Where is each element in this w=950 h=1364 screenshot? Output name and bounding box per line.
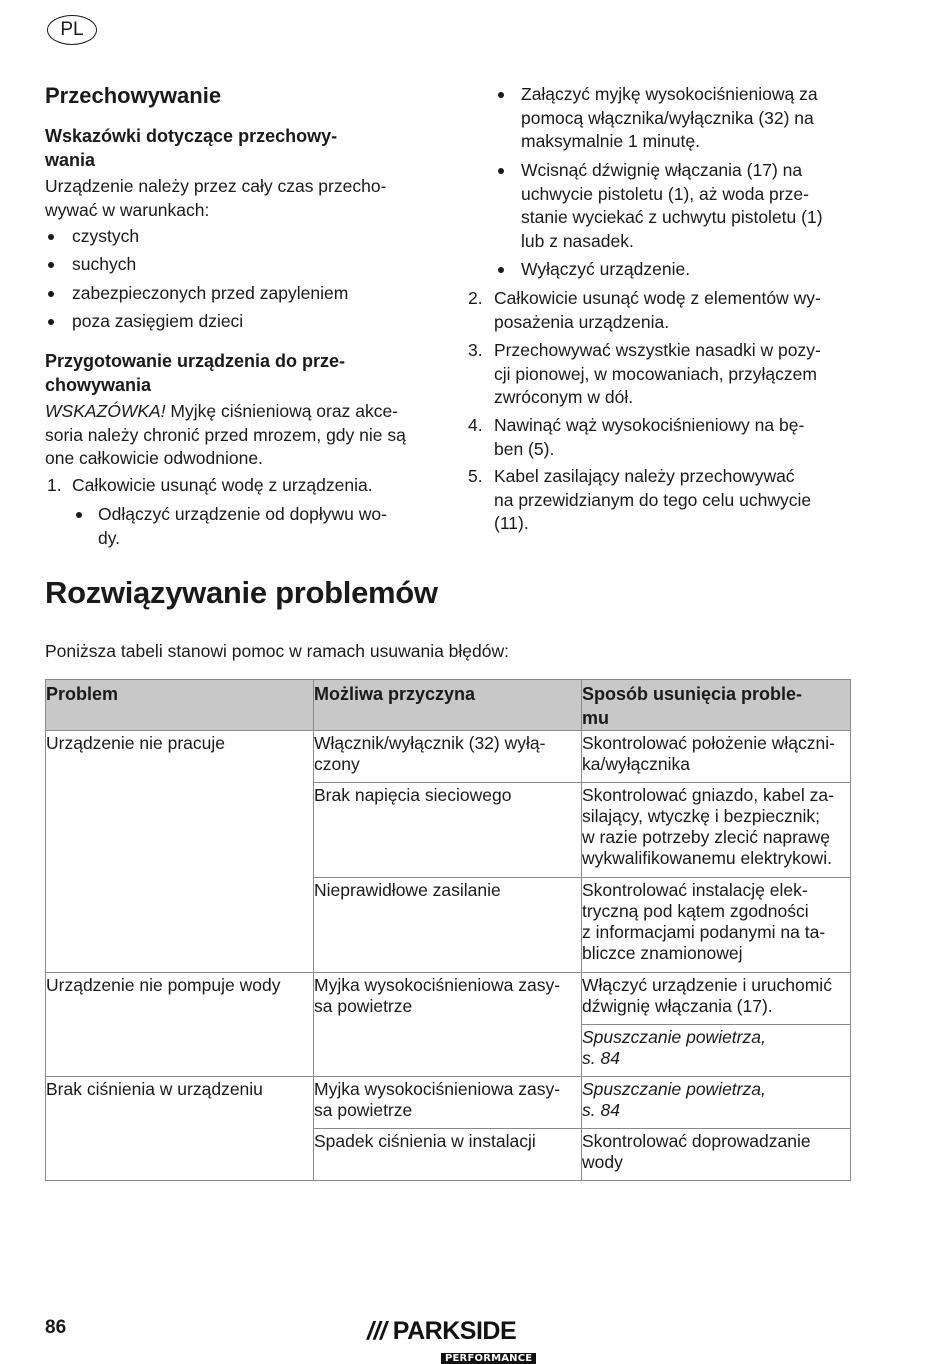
list-item: zabezpieczonych przed zapyleniem bbox=[72, 283, 349, 303]
section-title-troubleshooting: Rozwiązywanie problemów bbox=[45, 575, 438, 610]
logo-sub: PERFORMANCE bbox=[441, 1353, 536, 1364]
step-number: 5. bbox=[468, 466, 483, 486]
list-item: poza zasięgiem dzieci bbox=[72, 311, 244, 331]
note-label: WSKAZÓWKA! bbox=[45, 401, 166, 421]
bullet-icon bbox=[48, 319, 54, 325]
note-text: Myjkę ciśnieniową oraz akce- soria należy chronić przed mrozem, gdy nie są one całkowicie odwodnione. bbox=[45, 401, 406, 468]
bullet-icon bbox=[498, 267, 504, 273]
substep: Wyłączyć urządzenie. bbox=[521, 259, 691, 279]
parkside-logo bbox=[367, 1318, 536, 1364]
substep: Załączyć myjkę wysokociśnieniową za pomocą włącznika/wyłącznika (32) na maksymalnie 1 minutę. bbox=[521, 84, 818, 151]
problem-cell: Urządzenie nie pompuje wody bbox=[46, 973, 314, 1077]
remedy-cell: Skontrolować doprowadzanie wody bbox=[582, 1129, 851, 1181]
remedy-cell-reference: Spuszczanie powietrza, s. 84 bbox=[582, 1025, 851, 1077]
step-number: 4. bbox=[468, 415, 483, 435]
problem-cell: Brak ciśnienia w urządzeniu bbox=[46, 1077, 314, 1181]
bullet-icon bbox=[48, 262, 54, 268]
column-header: Możliwa przyczyna bbox=[314, 680, 582, 731]
step-text: Kabel zasilający należy przechowywać na przewidzianym do tego celu uchwycie (11). bbox=[494, 466, 812, 533]
step-number: 2. bbox=[468, 288, 483, 308]
step-number: 3. bbox=[468, 340, 483, 360]
note bbox=[45, 400, 445, 471]
bullet-icon bbox=[48, 291, 54, 297]
remedy-cell: Skontrolować gniazdo, kabel za- silający, wtyczkę i bezpiecznik; w razie potrzeby zlecić naprawę wykwalifikowanemu elektrykowi. bbox=[582, 783, 851, 878]
table-row bbox=[46, 1077, 851, 1129]
cause-cell: Spadek ciśnienia w instalacji bbox=[314, 1129, 582, 1181]
cause-cell: Brak napięcia sieciowego bbox=[314, 783, 582, 878]
remedy-cell-reference: Spuszczanie powietrza, s. 84 bbox=[582, 1077, 851, 1129]
page-number: 86 bbox=[45, 1317, 67, 1338]
remedy-cell: Skontrolować instalację elek- tryczną pod kątem zgodności z informacjami podanymi na ta- bliczce znamionowej bbox=[582, 878, 851, 973]
bullet-icon bbox=[76, 512, 82, 518]
bullet-icon bbox=[498, 168, 504, 174]
list-item: czystych bbox=[72, 226, 140, 246]
step-text: Całkowicie usunąć wodę z elementów wy- posażenia urządzenia. bbox=[494, 288, 821, 332]
list-item: suchych bbox=[72, 254, 137, 274]
step-text: Całkowicie usunąć wodę z urządzenia. bbox=[72, 475, 373, 495]
logo-slashes-icon: /// bbox=[367, 1317, 387, 1345]
cause-cell: Myjka wysokociśnieniowa zasy- sa powietrze bbox=[314, 973, 582, 1077]
column-header: Sposób usunięcia proble- mu bbox=[582, 680, 851, 731]
prep-heading: Przygotowanie urządzenia do prze- chowywania bbox=[45, 351, 346, 395]
logo-brand: PARKSIDE bbox=[392, 1317, 517, 1345]
table-intro: Poniższa tabeli stanowi pomoc w ramach usuwania błędów: bbox=[45, 641, 509, 661]
cause-cell: Nieprawidłowe zasilanie bbox=[314, 878, 582, 973]
bullet-icon bbox=[498, 92, 504, 98]
step-text: Przechowywać wszystkie nasadki w pozy- cji pionowej, w mocowaniach, przyłączem zwróconym w dół. bbox=[494, 340, 821, 407]
language-badge: PL bbox=[47, 15, 97, 45]
cause-cell: Myjka wysokociśnieniowa zasy- sa powietrze bbox=[314, 1077, 582, 1129]
tips-heading: Wskazówki dotyczące przechowy- wania bbox=[45, 126, 338, 170]
substep: Odłączyć urządzenie od dopływu wo- dy. bbox=[98, 504, 387, 548]
table-header-row bbox=[46, 680, 851, 731]
substep: Wcisnąć dźwignię włączania (17) na uchwycie pistoletu (1), aż woda prze- stanie wyciekać z uchwytu pistoletu (1) lub z nasadek. bbox=[521, 160, 823, 251]
column-header: Problem bbox=[46, 680, 314, 731]
section-title-storage: Przechowywanie bbox=[45, 83, 222, 108]
troubleshooting-table bbox=[45, 679, 851, 1181]
table-row bbox=[46, 973, 851, 1025]
table-row bbox=[46, 731, 851, 783]
cause-cell: Włącznik/wyłącznik (32) wyłą- czony bbox=[314, 731, 582, 783]
problem-cell: Urządzenie nie pracuje bbox=[46, 731, 314, 973]
remedy-cell: Skontrolować położenie włączni- ka/wyłącznika bbox=[582, 731, 851, 783]
tips-intro: Urządzenie należy przez cały czas przecho- wywać w warunkach: bbox=[45, 176, 387, 220]
step-number: 1. bbox=[47, 475, 62, 495]
step-text: Nawinąć wąż wysokociśnieniowy na bę- ben (5). bbox=[494, 415, 805, 459]
remedy-cell: Włączyć urządzenie i uruchomić dźwignię włączania (17). bbox=[582, 973, 851, 1025]
bullet-icon bbox=[48, 234, 54, 240]
